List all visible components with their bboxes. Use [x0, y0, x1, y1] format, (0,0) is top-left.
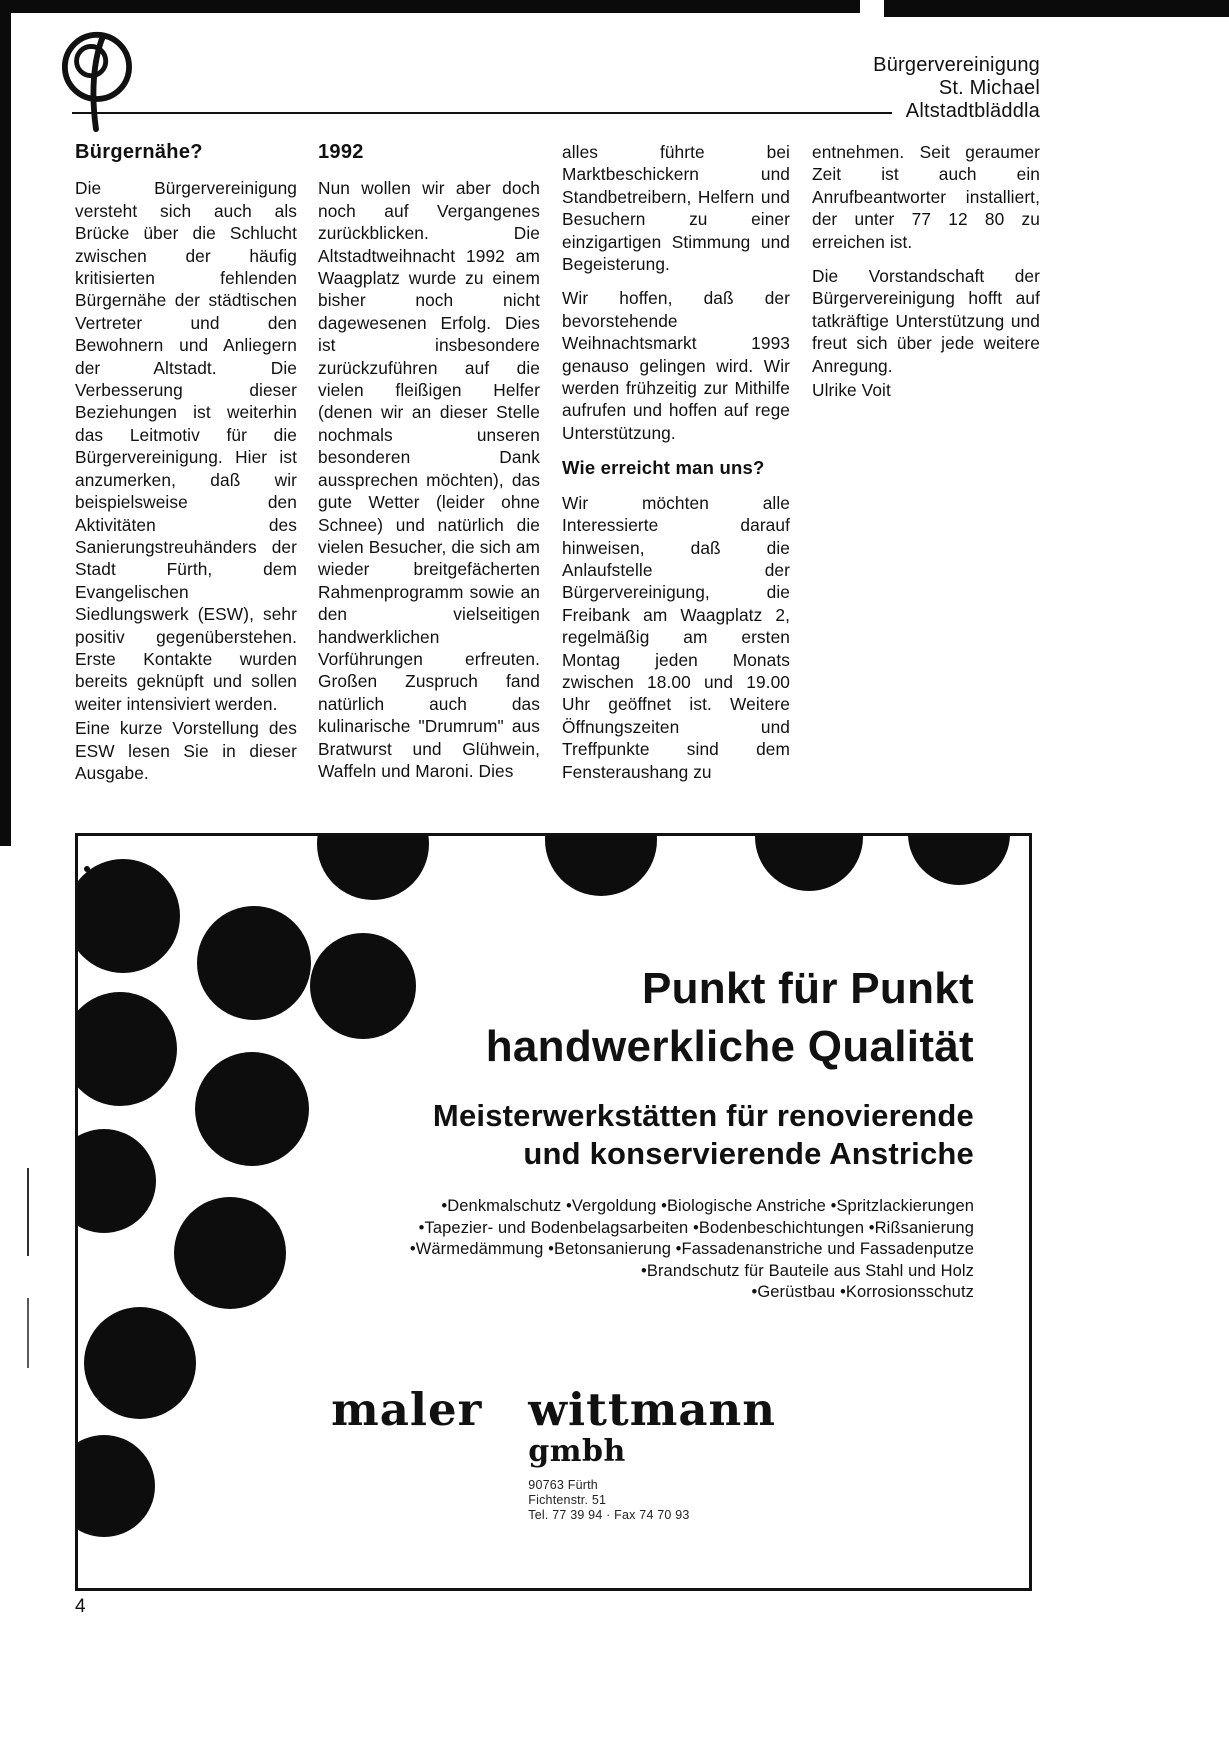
paragraph: Die Bürgervereinigung versteht sich auch als Brücke über die Schlucht zwischen der häufig kritisierten fehlenden Bürgernähe der städtischen Vertreter und den Bewohnern und Anliegern der Altstadt. Die Verbesserung dieser Beziehungen ist weiterhin das Leitmotiv für die Bürgervereinigung. Hier ist anzumerken, daß wir beispielsweise den Aktivitäten des Sanierungstreuhänders der Stadt Fürth, dem Evangelischen Siedlungswerk (ESW), sehr positiv gegenüberstehen. Erste Kontakte wurden bereits geknüpft und sollen weiter intensiviert werden. [75, 178, 297, 714]
ad-service-line: •Gerüstbau •Korrosionsschutz [751, 1283, 974, 1302]
paragraph: entnehmen. Seit geraumer Zeit ist auch ein Anrufbeantworter installiert, der unter 77 12 80 zu erreichen ist. [812, 142, 1040, 252]
paragraph: alles führte bei Marktbeschickern und Standbetreibern, Helfern und Besuchern zu einer einzigartigen Stimmung und Begeisterung. [562, 142, 790, 275]
header-rule [72, 112, 892, 114]
org-logo-icon [52, 28, 140, 135]
masthead-org-line1: Bürgervereinigung [873, 54, 1040, 76]
ad-company-word-wittmann: wittmann [528, 1383, 776, 1436]
article-heading-erreichbarkeit: Wie erreicht man uns? [562, 457, 765, 479]
author-signature: Ulrike Voit [812, 380, 891, 401]
ad-company-word-maler: maler [331, 1383, 483, 1436]
ad-service-line: •Tapezier- und Bodenbelagsarbeiten •Bodenbeschichtungen •Rißsanierung [418, 1218, 974, 1237]
article-column-2 [318, 141, 540, 782]
ad-service-line: •Denkmalschutz •Vergoldung •Biologische Anstriche •Spritzlackierungen [441, 1197, 974, 1215]
ad-services-list [309, 1196, 974, 1304]
scan-artifact-margin-mark [27, 1168, 29, 1256]
ad-headline-line2: handwerkliche Qualität [485, 1022, 974, 1071]
article-column-1 [75, 141, 297, 784]
ad-company-suffix: gmbh [528, 1434, 626, 1469]
ad-subhead-line2: und konservierende Anstriche [523, 1136, 974, 1171]
ad-address-line3: Tel. 77 39 94 · Fax 74 70 93 [528, 1508, 690, 1522]
masthead-org-line2: St. Michael [938, 77, 1040, 99]
article-column-3 [562, 141, 790, 783]
masthead-title: Altstadtbläddla [905, 100, 1040, 122]
ad-headline-line1: Punkt für Punkt [641, 964, 974, 1013]
ad-subhead-line1: Meisterwerkstätten für renovierende [432, 1098, 974, 1133]
article-column-4 [812, 141, 1040, 401]
masthead [873, 54, 1040, 123]
paragraph: Nun wollen wir aber doch noch auf Vergangenes zurückblicken. Die Altstadtweihnacht 1992 am Waagplatz wurde zu einem bisher noch nicht dagewesenen Erfolg. Dies ist insbesondere zurückzuführen auf die vielen fleißigen Helfer (denen wir an dieser Stelle nochmals unseren besonderen Dank aussprechen möchten), das gute Wetter (leider ohne Schnee) und natürlich die vielen Besucher, die sich am wieder breitgefächerten Rahmenprogramm sowie an den vielseitigen handwerklichen Vorführungen erfreuten. Großen Zuspruch fand natürlich auch das kulinarische "Drumrum" aus Bratwurst und Glühwein, Waffeln und Maroni. Dies [318, 178, 540, 781]
paragraph: Wir möchten alle Interessierte darauf hinweisen, daß die Anlaufstelle der Bürgervereinigung, die Freibank am Waagplatz 2, regelmäßig am ersten Montag jeden Monats zwischen 18.00 und 19.00 Uhr geöffnet ist. Weitere Öffnungszeiten und Treffpunkte sind dem Fensteraushang zu [562, 492, 790, 782]
scan-artifact-top-bar-left [0, 0, 860, 13]
article-heading-buergernaehe: Bürgernähe? [75, 141, 203, 163]
ad-address [528, 1478, 689, 1523]
scan-artifact-left-bar [0, 0, 11, 846]
paragraph: Eine kurze Vorstellung des ESW lesen Sie in dieser Ausgabe. [75, 718, 297, 783]
article-heading-1992: 1992 [318, 141, 364, 163]
ad-service-line: •Brandschutz für Bauteile aus Stahl und Holz [640, 1261, 974, 1280]
ad-company-column [528, 1383, 776, 1523]
scan-artifact-margin-mark [27, 1298, 29, 1368]
paragraph: Wir hoffen, daß der bevorstehende Weihnachtsmarkt 1993 genauso gelingen wird. Wir werden frühzeitig zur Mithilfe aufrufen und hoffen auf rege Unterstützung. [562, 288, 790, 443]
ad-address-line2: Fichtenstr. 51 [528, 1493, 607, 1507]
ad-company-block [78, 1383, 1029, 1523]
page-number: 4 [75, 1596, 86, 1617]
ad-service-line: •Wärmedämmung •Betonsanierung •Fassadenanstriche und Fassadenputze [409, 1240, 974, 1259]
paragraph: Die Vorstandschaft der Bürgervereinigung hofft auf tatkräftige Unterstützung und freut sich über jede weitere Anregung. [812, 266, 1040, 376]
ad-address-line1: 90763 Fürth [528, 1478, 598, 1492]
ad-text-block [309, 960, 974, 1304]
scan-artifact-top-bar-right [884, 0, 1229, 17]
advertisement-maler-wittmann [75, 833, 1032, 1591]
